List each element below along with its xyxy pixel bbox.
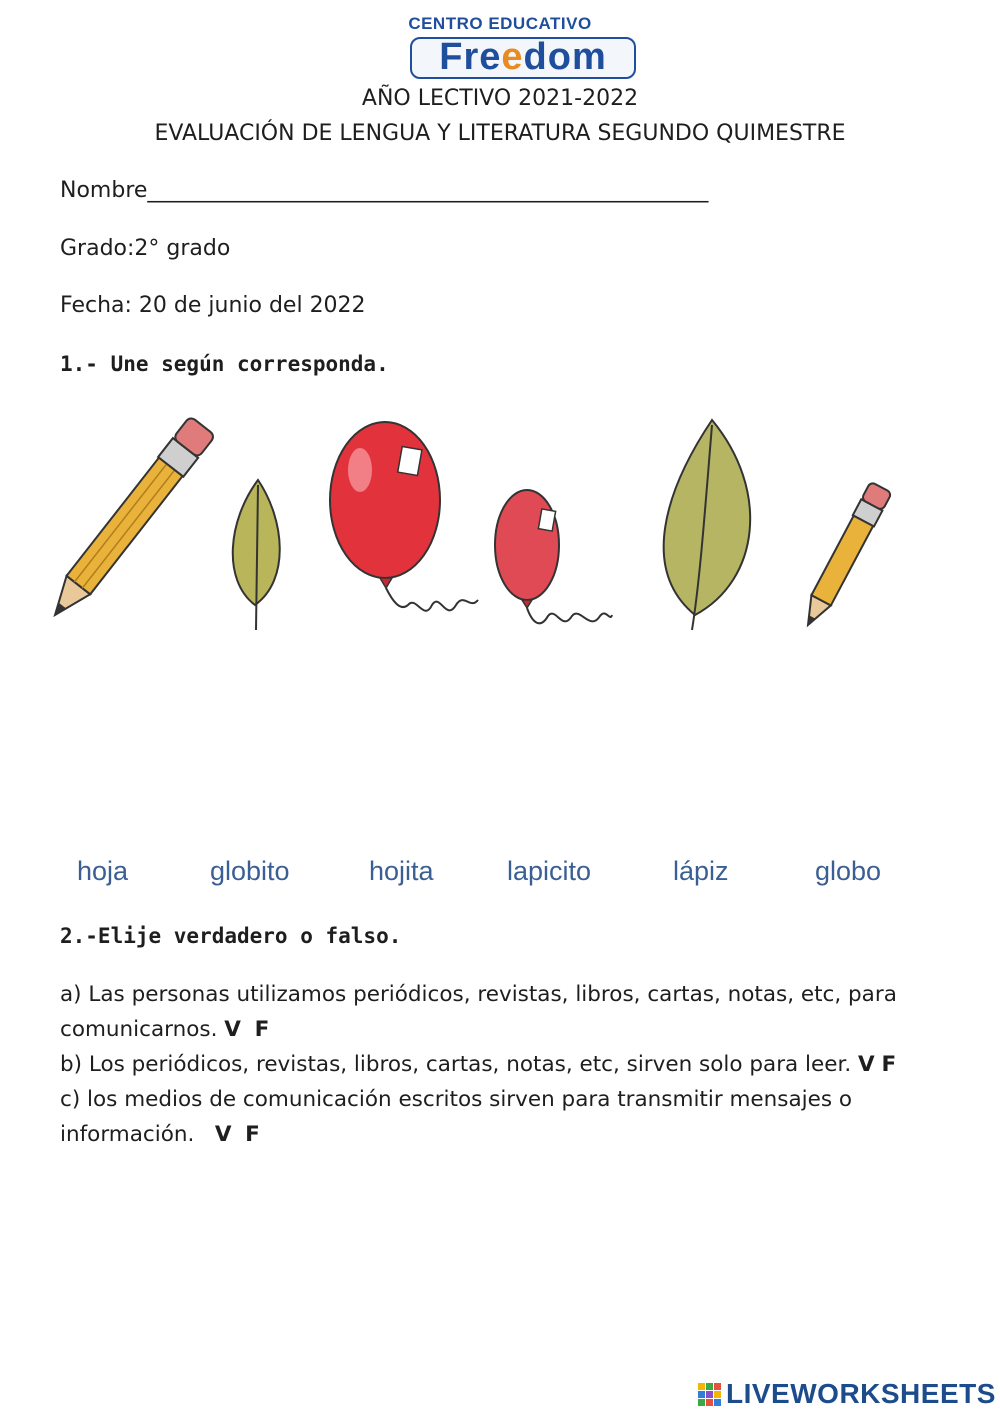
name-field[interactable] [60,178,708,203]
date-line: Fecha: 20 de junio del 2022 [60,293,366,318]
statement-a-false[interactable]: F [254,1017,270,1042]
statement-c-false[interactable]: F [245,1122,260,1147]
word-lapicito[interactable]: lapicito [507,856,592,886]
statement-c-true[interactable]: V [214,1122,232,1147]
word-hoja[interactable]: hoja [77,856,129,886]
statement-a-true[interactable]: V [224,1017,241,1042]
liveworksheets-brand: LIVEWORKSHEETS [726,1378,996,1409]
name-label: Nombre [60,178,148,203]
word-lapiz[interactable]: lápiz [673,856,729,886]
exam-title: EVALUACIÓN DE LENGUA Y LITERATURA SEGUNDO QUIMESTRE [154,121,846,146]
statement-b-true[interactable]: V [858,1052,875,1077]
statement-c-text: c) los medios de comunicación escritos sirven para transmitir mensajes o información. [60,1087,853,1147]
pencil-small-icon [797,482,891,631]
statement-b [60,1047,980,1082]
statement-b-text: b) Los periódicos, revistas, libros, cartas, notas, etc, sirven solo para leer. [60,1052,852,1077]
school-label: CENTRO EDUCATIVO [408,14,592,33]
word-globito[interactable]: globito [210,856,290,886]
illustrations [0,400,1000,660]
statement-b-false[interactable]: F [881,1052,897,1077]
statement-c [60,1082,980,1152]
balloon-large-icon [330,422,478,611]
statement-a-text: a) Las personas utilizamos periódicos, revistas, libros, cartas, notas, etc, para comunicarnos. [60,982,897,1042]
leaf-large-icon [664,420,750,630]
school-logo-text: Freedom [439,36,607,78]
liveworksheets-logo-icon [698,1383,722,1407]
word-globo[interactable]: globo [815,856,882,886]
grade-line: Grado:2° grado [60,236,231,261]
balloon-small-icon [495,490,612,623]
leaf-small-icon [233,480,280,630]
school-year: AÑO LECTIVO 2021-2022 [361,86,639,111]
name-blank[interactable]: ___________________________________________________ [147,178,709,203]
question2-title: 2.-Elije verdadero o falso. [60,924,402,948]
school-logo [410,37,636,79]
pencil-large-icon [42,416,215,625]
question1-title: 1.- Une según corresponda. [60,352,389,376]
word-hojita[interactable]: hojita [369,856,434,886]
statement-a [60,977,980,1047]
